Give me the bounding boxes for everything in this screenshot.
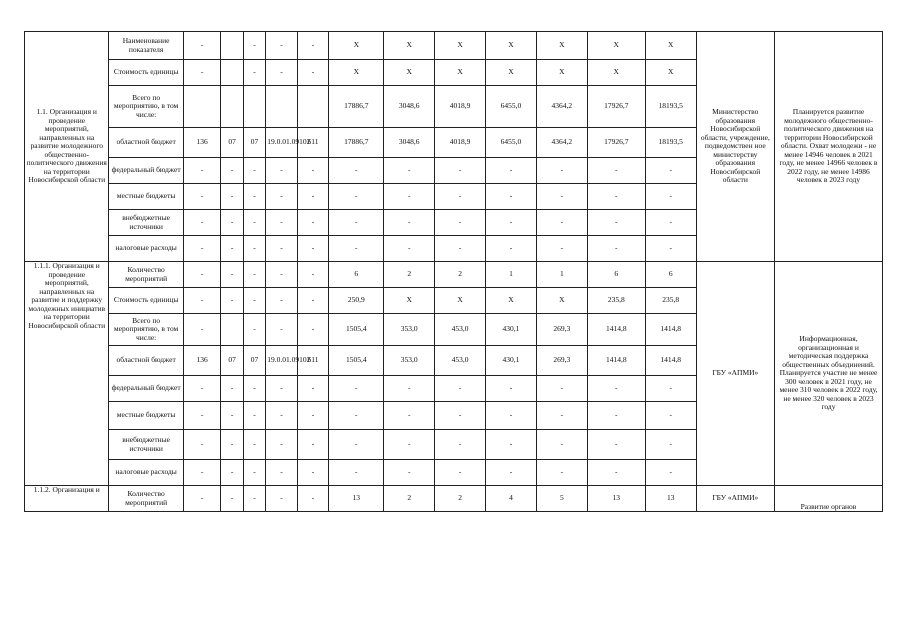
code-subsection: - <box>243 262 265 288</box>
value-plan-2: 1414,8 <box>645 314 696 346</box>
value-total: 13 <box>329 486 384 512</box>
code-subsection: - <box>243 460 265 486</box>
code-section: - <box>221 236 243 262</box>
code-type: - <box>297 32 329 60</box>
value-2021: - <box>384 236 435 262</box>
value-total: 17886,7 <box>329 128 384 158</box>
activity-cell: 1.1.1. Организация и проведение мероприятий, направленных на развитие и поддержку молодежных инициатив на территории Новосибирской области <box>25 262 109 486</box>
value-2021: - <box>384 158 435 184</box>
value-2023: - <box>486 402 537 430</box>
value-plan-2: - <box>645 158 696 184</box>
code-type: - <box>297 60 329 86</box>
code-subsection: 07 <box>243 128 265 158</box>
code-section: - <box>221 262 243 288</box>
code-target: - <box>266 486 298 512</box>
value-2021: - <box>384 376 435 402</box>
code-subsection: - <box>243 210 265 236</box>
code-type: - <box>297 486 329 512</box>
indicator-cell: областной бюджет <box>109 346 183 376</box>
value-total: X <box>329 32 384 60</box>
value-total: 6 <box>329 262 384 288</box>
code-admin: - <box>183 460 221 486</box>
value-2024: X <box>536 32 587 60</box>
indicator-cell: областной бюджет <box>109 128 183 158</box>
indicator-cell: Стоимость единицы <box>109 288 183 314</box>
result-cell: Информационная, организационная и методическая поддержка общественных объединений. Планируется участие не менее 300 человек в 2021 году, не менее 310 человек в 2022 году, не менее 320 человек в 2023 году <box>774 262 882 486</box>
value-2023: - <box>486 376 537 402</box>
code-target: - <box>266 184 298 210</box>
value-plan-1: 1414,8 <box>587 346 645 376</box>
code-admin: - <box>183 430 221 460</box>
value-2022: - <box>435 376 486 402</box>
value-plan-2: - <box>645 184 696 210</box>
code-target: - <box>266 262 298 288</box>
value-2023: X <box>486 288 537 314</box>
code-target: - <box>266 376 298 402</box>
code-target: - <box>266 32 298 60</box>
value-plan-1: - <box>587 184 645 210</box>
value-plan-1: X <box>587 60 645 86</box>
indicator-cell: налоговые расходы <box>109 236 183 262</box>
value-total: - <box>329 210 384 236</box>
value-2023: - <box>486 236 537 262</box>
code-section: - <box>221 210 243 236</box>
code-section: 07 <box>221 346 243 376</box>
code-admin: - <box>183 236 221 262</box>
value-2022: - <box>435 460 486 486</box>
indicator-cell: Всего по мероприятию, в том числе: <box>109 314 183 346</box>
value-total: - <box>329 376 384 402</box>
value-2022: 453,0 <box>435 314 486 346</box>
value-total: - <box>329 460 384 486</box>
indicator-cell: внебюджетные источники <box>109 210 183 236</box>
value-2023: - <box>486 184 537 210</box>
value-plan-1: X <box>587 32 645 60</box>
value-plan-1: 1414,8 <box>587 314 645 346</box>
value-2021: X <box>384 60 435 86</box>
code-section: - <box>221 430 243 460</box>
code-target: - <box>266 236 298 262</box>
value-2022: 2 <box>435 262 486 288</box>
value-2024: 269,3 <box>536 346 587 376</box>
code-type: - <box>297 376 329 402</box>
code-type: - <box>297 402 329 430</box>
value-plan-2: X <box>645 32 696 60</box>
value-plan-2: - <box>645 236 696 262</box>
indicator-cell: внебюджетные источники <box>109 430 183 460</box>
value-plan-2: 18193,5 <box>645 128 696 158</box>
value-2024: - <box>536 430 587 460</box>
value-2024: - <box>536 460 587 486</box>
value-plan-1: 13 <box>587 486 645 512</box>
value-total: - <box>329 158 384 184</box>
code-type: - <box>297 210 329 236</box>
code-section: 07 <box>221 128 243 158</box>
indicator-cell: налоговые расходы <box>109 460 183 486</box>
value-2023: X <box>486 32 537 60</box>
code-type: 611 <box>297 128 329 158</box>
value-2024: - <box>536 402 587 430</box>
value-plan-2: - <box>645 430 696 460</box>
value-2022: - <box>435 430 486 460</box>
code-type: - <box>297 262 329 288</box>
value-plan-1: - <box>587 236 645 262</box>
indicator-cell: Количество мероприятий <box>109 486 183 512</box>
code-admin: - <box>183 210 221 236</box>
value-2021: 353,0 <box>384 314 435 346</box>
code-target: - <box>266 210 298 236</box>
indicator-cell: Наименование показателя <box>109 32 183 60</box>
code-subsection <box>243 86 265 128</box>
value-2024: X <box>536 288 587 314</box>
indicator-cell: федеральный бюджет <box>109 376 183 402</box>
value-2021: - <box>384 184 435 210</box>
value-plan-2: 6 <box>645 262 696 288</box>
value-2023: X <box>486 60 537 86</box>
value-plan-2: - <box>645 460 696 486</box>
value-plan-1: - <box>587 376 645 402</box>
indicator-cell: местные бюджеты <box>109 402 183 430</box>
table-row <box>25 486 883 512</box>
value-total: 17886,7 <box>329 86 384 128</box>
value-plan-1: 17926,7 <box>587 128 645 158</box>
code-subsection: - <box>243 402 265 430</box>
code-subsection: - <box>243 184 265 210</box>
code-subsection: - <box>243 158 265 184</box>
value-2023: - <box>486 210 537 236</box>
value-plan-1: - <box>587 460 645 486</box>
code-section <box>221 60 243 86</box>
indicator-cell: местные бюджеты <box>109 184 183 210</box>
value-2024: - <box>536 236 587 262</box>
code-admin <box>183 86 221 128</box>
value-2021: 353,0 <box>384 346 435 376</box>
indicator-cell: Количество мероприятий <box>109 262 183 288</box>
value-2022: 4018,9 <box>435 128 486 158</box>
code-subsection: - <box>243 376 265 402</box>
code-section: - <box>221 402 243 430</box>
code-target: - <box>266 158 298 184</box>
responsible-cell: ГБУ «АПМИ» <box>696 262 774 486</box>
value-2024: - <box>536 376 587 402</box>
code-subsection: 07 <box>243 346 265 376</box>
code-admin: - <box>183 376 221 402</box>
code-section <box>221 86 243 128</box>
value-2021: - <box>384 430 435 460</box>
value-2022: - <box>435 184 486 210</box>
value-total: - <box>329 430 384 460</box>
code-admin: - <box>183 184 221 210</box>
code-subsection: - <box>243 288 265 314</box>
code-subsection: - <box>243 430 265 460</box>
value-plan-2: 235,8 <box>645 288 696 314</box>
code-target: - <box>266 314 298 346</box>
value-total: X <box>329 60 384 86</box>
value-total: 250,9 <box>329 288 384 314</box>
code-admin: 136 <box>183 346 221 376</box>
code-target: - <box>266 288 298 314</box>
code-target <box>266 86 298 128</box>
value-plan-1: 6 <box>587 262 645 288</box>
value-2021: - <box>384 210 435 236</box>
indicator-cell: Стоимость единицы <box>109 60 183 86</box>
value-plan-1: 235,8 <box>587 288 645 314</box>
code-subsection: - <box>243 60 265 86</box>
value-2024: X <box>536 60 587 86</box>
code-section: - <box>221 288 243 314</box>
value-2024: 4364,2 <box>536 128 587 158</box>
value-plan-1: - <box>587 210 645 236</box>
code-type: - <box>297 460 329 486</box>
value-total: 1505,4 <box>329 346 384 376</box>
code-admin: - <box>183 314 221 346</box>
code-section <box>221 32 243 60</box>
value-2024: - <box>536 210 587 236</box>
value-2023: 430,1 <box>486 346 537 376</box>
code-section: - <box>221 376 243 402</box>
value-2023: 4 <box>486 486 537 512</box>
code-type: - <box>297 236 329 262</box>
indicator-cell: федеральный бюджет <box>109 158 183 184</box>
code-admin: - <box>183 486 221 512</box>
code-type: - <box>297 158 329 184</box>
code-admin: - <box>183 288 221 314</box>
result-cell: Планируется развитие молодежного общественно-политического движения на территории Новосибирской области. Охват молодежи - не менее 14946 человек в 2021 году, не менее 14966 человек в 2022 году, не менее 14986 человек в 2023 году <box>774 32 882 262</box>
code-target: 19.0.01.09102 <box>266 128 298 158</box>
code-target: 19.0.01.09102 <box>266 346 298 376</box>
value-plan-2: - <box>645 376 696 402</box>
value-plan-2: 1414,8 <box>645 346 696 376</box>
value-2021: 2 <box>384 262 435 288</box>
code-admin: - <box>183 262 221 288</box>
code-section: - <box>221 184 243 210</box>
value-total: - <box>329 236 384 262</box>
value-2024: - <box>536 158 587 184</box>
value-2023: 6455,0 <box>486 128 537 158</box>
code-target: - <box>266 460 298 486</box>
code-section: - <box>221 158 243 184</box>
value-2023: 430,1 <box>486 314 537 346</box>
value-2024: 4364,2 <box>536 86 587 128</box>
activity-cell: 1.1. Организация и проведение мероприятий, направленных на развитие молодежного общественно-политического движения на территории Новосибирской области <box>25 32 109 262</box>
responsible-cell: ГБУ «АПМИ» <box>696 486 774 512</box>
value-2022: 4018,9 <box>435 86 486 128</box>
code-target: - <box>266 402 298 430</box>
value-2022: - <box>435 158 486 184</box>
code-subsection: - <box>243 32 265 60</box>
code-section <box>221 314 243 346</box>
value-2021: X <box>384 288 435 314</box>
code-target: - <box>266 430 298 460</box>
value-2024: 1 <box>536 262 587 288</box>
value-2023: 6455,0 <box>486 86 537 128</box>
code-type <box>297 86 329 128</box>
value-2023: - <box>486 158 537 184</box>
code-type: - <box>297 288 329 314</box>
value-plan-2: 18193,5 <box>645 86 696 128</box>
value-plan-1: - <box>587 402 645 430</box>
value-total: - <box>329 402 384 430</box>
code-subsection: - <box>243 486 265 512</box>
result-cell: Развитие органов <box>774 486 882 512</box>
value-2021: 3048,6 <box>384 86 435 128</box>
value-2024: 5 <box>536 486 587 512</box>
value-2022: - <box>435 402 486 430</box>
code-subsection: - <box>243 314 265 346</box>
value-2024: - <box>536 184 587 210</box>
code-type: - <box>297 430 329 460</box>
budget-table <box>24 31 883 512</box>
code-admin: 136 <box>183 128 221 158</box>
value-total: 1505,4 <box>329 314 384 346</box>
value-2023: - <box>486 430 537 460</box>
value-2022: X <box>435 60 486 86</box>
value-2023: - <box>486 460 537 486</box>
value-plan-1: - <box>587 158 645 184</box>
code-section: - <box>221 486 243 512</box>
value-plan-1: 17926,7 <box>587 86 645 128</box>
value-2022: 453,0 <box>435 346 486 376</box>
table-row <box>25 262 883 288</box>
value-plan-2: X <box>645 60 696 86</box>
value-2023: 1 <box>486 262 537 288</box>
code-type: 611 <box>297 346 329 376</box>
value-total: - <box>329 184 384 210</box>
code-section: - <box>221 460 243 486</box>
value-2021: 2 <box>384 486 435 512</box>
value-plan-1: - <box>587 430 645 460</box>
value-2021: 3048,6 <box>384 128 435 158</box>
value-2022: X <box>435 32 486 60</box>
code-admin: - <box>183 158 221 184</box>
code-type: - <box>297 184 329 210</box>
value-2024: 269,3 <box>536 314 587 346</box>
code-admin: - <box>183 402 221 430</box>
value-2022: 2 <box>435 486 486 512</box>
table-row <box>25 32 883 60</box>
value-2021: - <box>384 460 435 486</box>
code-target: - <box>266 60 298 86</box>
code-type: - <box>297 314 329 346</box>
responsible-cell: Министерство образования Новосибирской области, учреждение, подведомствен ное министерству образования Новосибирской области <box>696 32 774 262</box>
value-2021: - <box>384 402 435 430</box>
code-admin: - <box>183 32 221 60</box>
value-plan-2: 13 <box>645 486 696 512</box>
value-2022: - <box>435 236 486 262</box>
indicator-cell: Всего по мероприятию, в том числе: <box>109 86 183 128</box>
value-2021: X <box>384 32 435 60</box>
value-plan-2: - <box>645 402 696 430</box>
value-2022: - <box>435 210 486 236</box>
activity-cell: 1.1.2. Организация и <box>25 486 109 512</box>
code-subsection: - <box>243 236 265 262</box>
code-admin: - <box>183 60 221 86</box>
value-plan-2: - <box>645 210 696 236</box>
value-2022: X <box>435 288 486 314</box>
